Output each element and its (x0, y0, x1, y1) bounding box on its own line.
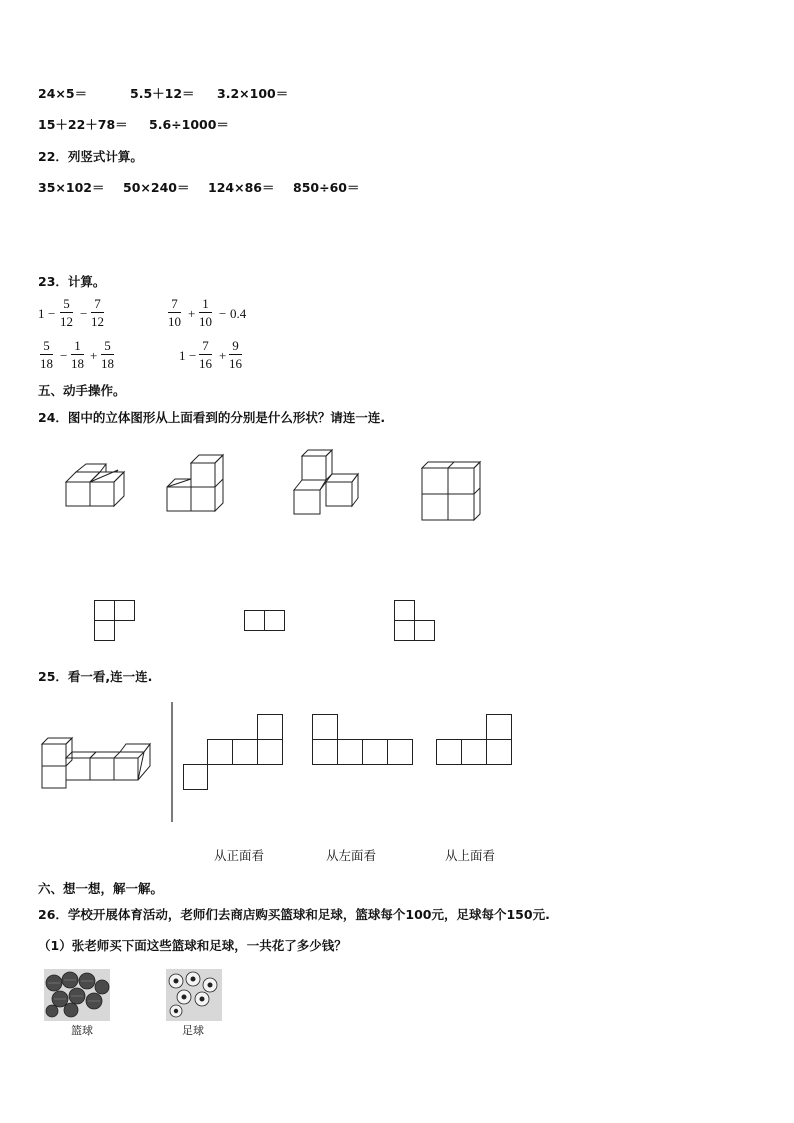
q22-title: 22．列竖式计算。 (38, 149, 143, 164)
basketball-caption: 篮球 (71, 1024, 93, 1037)
q21-item-3: 3.2×100＝ (217, 86, 289, 101)
q23-e1-frac2: $\frac{7}{12}$ (91, 296, 104, 329)
q23-e3-frac1: $\frac{5}{18}$ (40, 338, 53, 371)
q24-view-3 (394, 600, 436, 642)
q21-item-4: 15＋22＋78＝ (38, 117, 128, 132)
q26-title: 26．学校开展体育活动，老师们去商店购买篮球和足球，篮球每个100元，足球每个150元. (38, 907, 550, 922)
q23-e3-frac3: $\frac{5}{18}$ (101, 338, 114, 371)
q23-e4-frac2: $\frac{9}{16}$ (229, 338, 242, 371)
q23-e1-op1: − (48, 306, 56, 321)
q23-e4-op1: − (189, 348, 197, 363)
section-6-title: 六、想一想，解一解。 (38, 881, 164, 896)
q23-e4-a: 1 (179, 348, 186, 363)
q25-solid (40, 736, 155, 792)
q23-e1-op2: − (80, 306, 88, 321)
q25-divider (171, 702, 173, 822)
section-5-title: 五、动手操作。 (38, 383, 126, 398)
q21-item-2: 5.5＋12＝ (130, 86, 195, 101)
q22-item-1: 35×102＝ (38, 180, 105, 195)
q23-e2-b: 0.4 (230, 306, 247, 321)
q21-item-1: 24×5＝ (38, 86, 88, 101)
q23-e2-frac2: $\frac{1}{10}$ (199, 296, 212, 329)
q23-e1-frac1: $\frac{5}{12}$ (60, 296, 73, 329)
q24-solid-4 (418, 460, 488, 524)
q24-view-1 (94, 600, 136, 642)
q23-e4-frac1: $\frac{7}{16}$ (199, 338, 212, 371)
q26-subquestion-1: （1）张老师买下面这些篮球和足球，一共花了多少钱？ (38, 938, 347, 953)
q24-view-2 (244, 610, 286, 632)
football-caption: 足球 (182, 1024, 204, 1037)
football-image (166, 969, 222, 1019)
q25-view-label-front: 从正面看 (214, 848, 265, 863)
q22-item-2: 50×240＝ (123, 180, 190, 195)
q23-e2-frac1: $\frac{7}{10}$ (168, 296, 181, 329)
q25-view-3 (436, 714, 514, 766)
basketball-image (44, 969, 100, 1019)
q21-item-5: 5.6÷1000＝ (149, 117, 229, 132)
q23-e3-op2: + (90, 348, 98, 363)
q23-e1-a: 1 (38, 306, 45, 321)
q25-view-1 (183, 714, 285, 792)
q22-item-4: 850÷60＝ (293, 180, 360, 195)
q23-e4-op2: + (219, 348, 227, 363)
q25-title: 25．看一看,连一连. (38, 669, 153, 684)
q23-title: 23．计算。 (38, 274, 106, 289)
q23-e2-op1: + (188, 306, 196, 321)
q24-solid-1 (60, 462, 130, 514)
q23-e3-frac2: $\frac{1}{18}$ (71, 338, 84, 371)
q23-e2-op2: − (219, 306, 227, 321)
q25-view-label-top: 从上面看 (445, 848, 496, 863)
q24-title: 24．图中的立体图形从上面看到的分别是什么形状？请连一连. (38, 410, 386, 425)
q25-view-2 (312, 714, 414, 766)
q24-solid-2 (165, 453, 235, 515)
q23-e3-op1: − (60, 348, 68, 363)
q22-item-3: 124×86＝ (208, 180, 275, 195)
q25-view-label-left: 从左面看 (326, 848, 377, 863)
q24-solid-3 (290, 448, 365, 518)
